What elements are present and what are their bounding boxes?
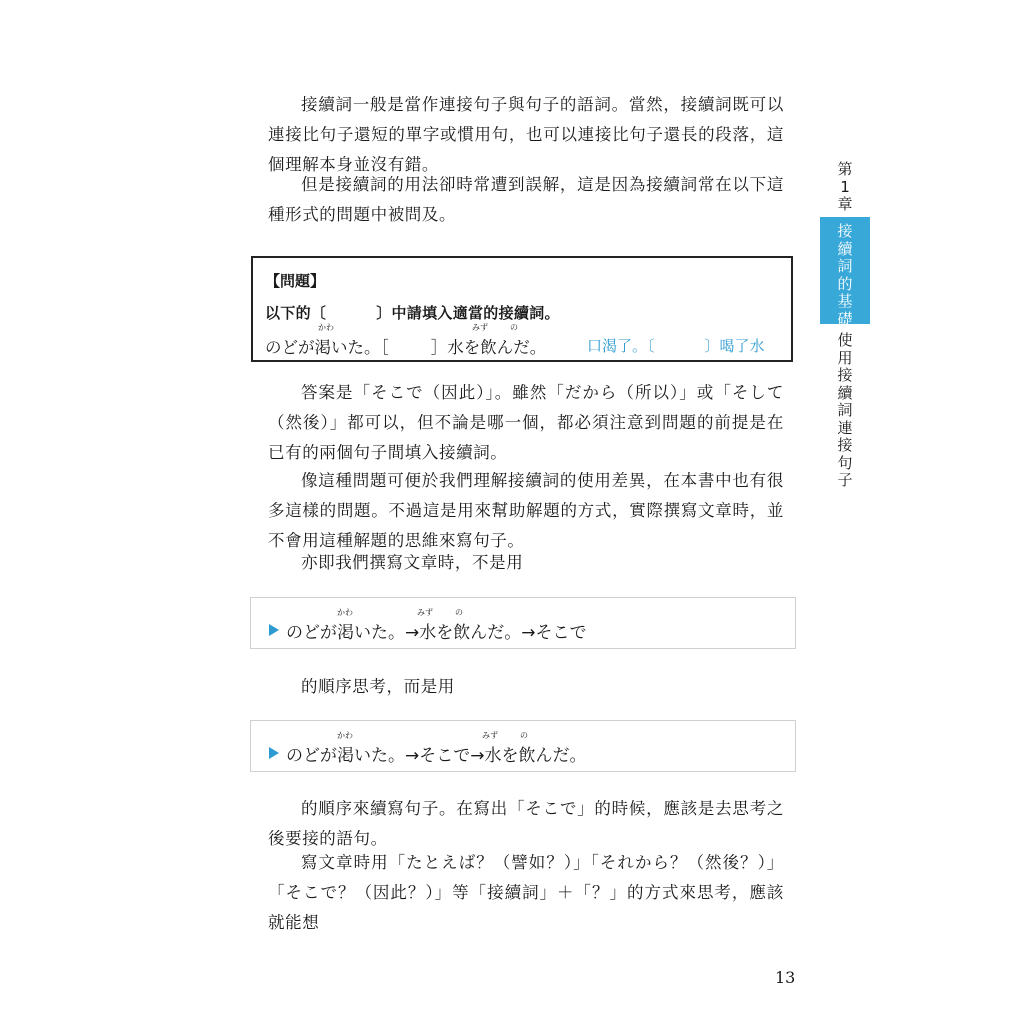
section-char: 詞	[837, 257, 853, 275]
question-part-a: のどが渇いた。［	[265, 338, 389, 357]
paragraph-answer: 答案是「そこで（因此）」。雖然「だから（所以）」或「そして（然後）」都可以，但不論是哪一個，都必須注意到問題的前提是在已有的兩個句子間填入接續詞。	[268, 383, 784, 462]
topic-char: 使	[837, 331, 853, 349]
example-sentence: のどが渇いた。→そこで→水を飲んだ。	[286, 746, 587, 766]
topic-char: 詞	[837, 401, 853, 419]
section-char: 礎	[837, 309, 853, 328]
paragraph-writing-tip: 寫文章時用「たとえば？（譬如？）」「それから？（然後？）」「そこで？（因此？）」等「接續詞」＋「？」的方式來思考，應該就能想	[268, 853, 784, 932]
ruby-no: の	[455, 608, 463, 617]
chapter-char: 第	[837, 160, 853, 178]
ruby-kawa: かわ	[337, 608, 353, 617]
section-char: 接	[837, 222, 853, 240]
topic-char: 連	[837, 418, 853, 437]
problem-instruction	[265, 302, 560, 323]
section-char: 續	[837, 239, 853, 258]
page-number: 13	[775, 968, 796, 987]
topic-char: 用	[837, 348, 853, 367]
ruby-mizu: みず	[482, 731, 498, 740]
example-box-right-order	[250, 720, 796, 772]
triangle-bullet-icon	[269, 747, 279, 759]
problem-box	[251, 256, 793, 362]
section-char: 基	[837, 292, 853, 310]
translation-part-a: 口渴了。〔	[587, 337, 655, 355]
example-box-wrong-order	[250, 597, 796, 649]
topic-char: 子	[837, 471, 853, 489]
section-char: 的	[837, 274, 853, 293]
problem-question	[265, 334, 546, 358]
ruby-kawa: かわ	[318, 323, 334, 332]
ruby-kawa: かわ	[337, 731, 353, 740]
chapter-char: 章	[837, 195, 853, 213]
paragraph-but-order: 的順序思考，而是用	[301, 677, 455, 696]
problem-translation	[587, 335, 765, 356]
topic-char: 續	[837, 383, 853, 402]
ruby-no: の	[510, 323, 518, 332]
ruby-no: の	[520, 731, 528, 740]
ruby-mizu: みず	[472, 323, 488, 332]
instruction-part-b: 〕中請填入適當的接續詞。	[376, 304, 560, 322]
chapter-label	[820, 161, 870, 214]
example-sentence: のどが渇いた。→水を飲んだ。→そこで	[286, 623, 587, 643]
paragraph-intro: 接續詞一般是當作連接句子與句子的語詞。當然，接續詞既可以連接比句子還短的單字或慣用句，也可以連接比句子還長的段落，這個理解本身並沒有錯。	[268, 95, 784, 174]
paragraph-continue-writing: 的順序來續寫句子。在寫出「そこで」的時候，應該是去思考之後要接的語句。	[268, 799, 784, 848]
chapter-char: 1	[840, 177, 850, 196]
topic-char: 句	[837, 453, 853, 472]
section-tab	[820, 217, 870, 328]
question-part-b: ］水を飲んだ。	[430, 338, 547, 357]
paragraph-misunderstanding: 但是接續詞的用法卻時常遭到誤解，這是因為接續詞常在以下這種形式的問題中被問及。	[268, 175, 784, 224]
problem-title: 【問題】	[265, 272, 326, 290]
instruction-part-a: 以下的〔	[265, 304, 327, 322]
paragraph-usage: 像這種問題可便於我們理解接續詞的使用差異，在本書中也有很多這樣的問題。不過這是用來幫助解題的方式，實際撰寫文章時，並不會用這種解題的思維來寫句子。	[268, 471, 784, 550]
ruby-mizu: みず	[417, 608, 433, 617]
triangle-bullet-icon	[269, 624, 279, 636]
topic-char: 接	[837, 366, 853, 384]
paragraph-not-order: 亦即我們撰寫文章時，不是用	[301, 553, 524, 572]
translation-part-b: 〕喝了水	[704, 337, 765, 355]
topic-label	[820, 332, 870, 490]
topic-char: 接	[837, 436, 853, 454]
